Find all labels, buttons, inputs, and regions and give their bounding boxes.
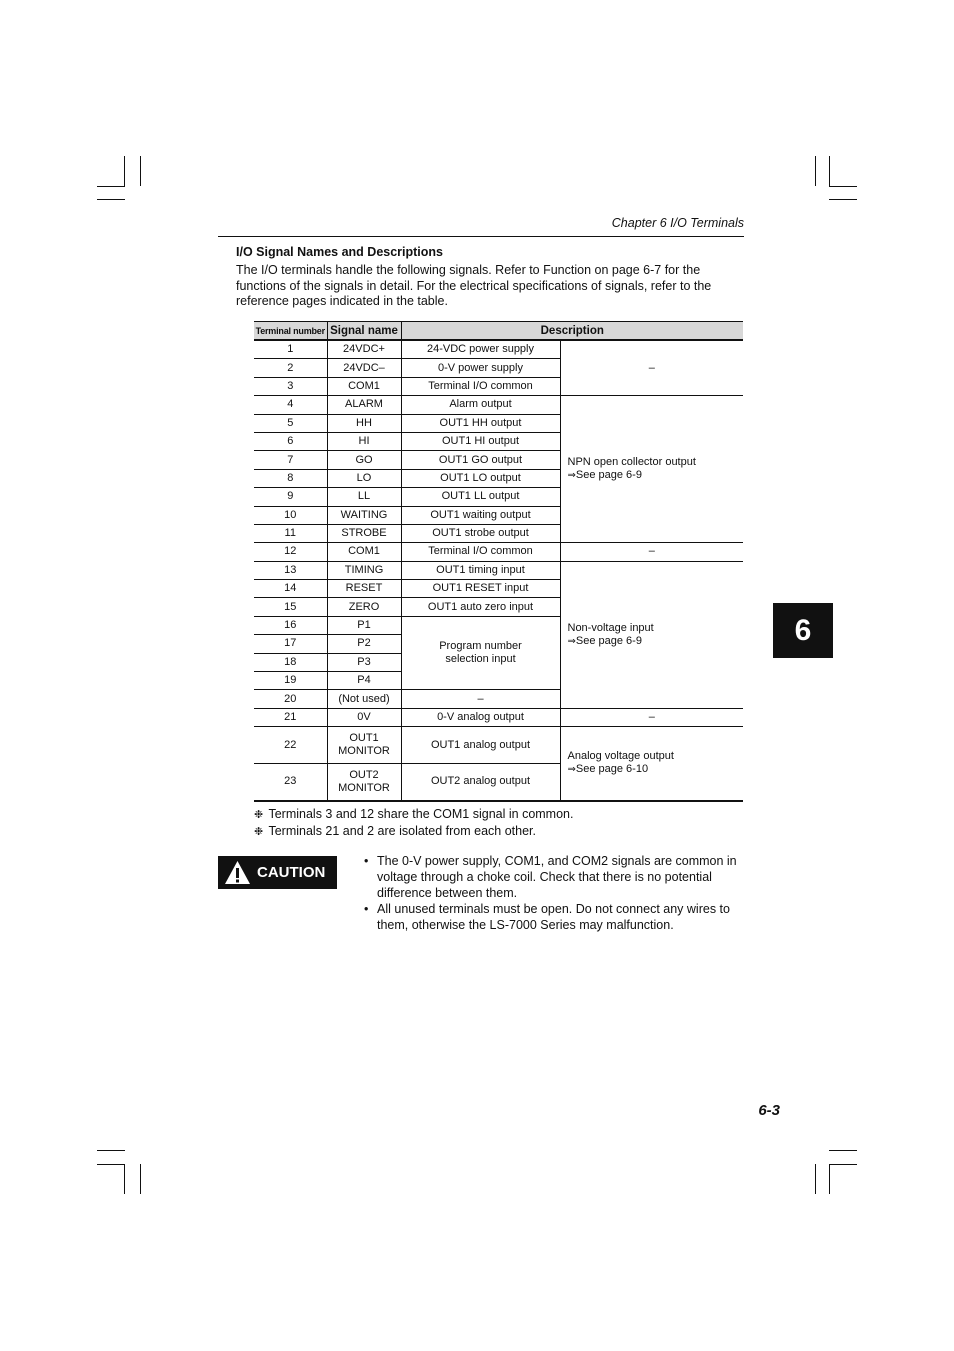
table-row bbox=[254, 708, 743, 726]
terminal-number: 12 bbox=[254, 543, 327, 561]
signal-description: OUT1 auto zero input bbox=[401, 598, 560, 616]
section-title: I/O Signal Names and Descriptions bbox=[236, 245, 444, 259]
signal-name: ZERO bbox=[327, 598, 401, 616]
crop-mark bbox=[829, 1164, 857, 1165]
signal-name: P1 bbox=[327, 616, 401, 634]
signal-name: P2 bbox=[327, 635, 401, 653]
table-notes bbox=[254, 806, 573, 840]
group-label: Non-voltage input bbox=[567, 621, 654, 634]
crop-mark bbox=[97, 1150, 125, 1151]
page-reference: ⇒See page 6-9 bbox=[567, 634, 642, 647]
signal-name: OUT1 MONITOR bbox=[327, 727, 401, 764]
terminal-number: 2 bbox=[254, 359, 327, 377]
crop-mark bbox=[829, 156, 830, 186]
signal-name: 24VDC+ bbox=[327, 340, 401, 359]
signal-description: 0-V analog output bbox=[401, 708, 560, 726]
intro-paragraph: The I/O terminals handle the following signals. Refer to Function on page 6-7 for the functions of the signals in detail. For the electrical specifications of signals, refer to the reference pages indicated in the table. bbox=[236, 263, 712, 308]
signal-name: COM1 bbox=[327, 377, 401, 395]
signal-name: HI bbox=[327, 432, 401, 450]
note-item: ❉ Terminals 3 and 12 share the COM1 signal in common. bbox=[254, 807, 574, 821]
signal-description: OUT1 strobe output bbox=[401, 524, 560, 542]
signal-name: P4 bbox=[327, 672, 401, 690]
caution-badge bbox=[218, 856, 337, 889]
chapter-tab: 6 bbox=[773, 603, 833, 658]
group-reference: – bbox=[560, 543, 743, 561]
signal-description: OUT1 GO output bbox=[401, 451, 560, 469]
crop-mark bbox=[829, 1164, 830, 1194]
terminal-number: 11 bbox=[254, 524, 327, 542]
signal-description: – bbox=[401, 690, 560, 708]
signal-description: OUT1 HH output bbox=[401, 414, 560, 432]
terminal-number: 9 bbox=[254, 488, 327, 506]
terminal-number: 3 bbox=[254, 377, 327, 395]
signal-name: (Not used) bbox=[327, 690, 401, 708]
terminal-number: 16 bbox=[254, 616, 327, 634]
terminal-number: 1 bbox=[254, 340, 327, 359]
group-label: NPN open collector output bbox=[567, 456, 696, 469]
signal-description: OUT1 LL output bbox=[401, 488, 560, 506]
group-analog-output bbox=[560, 727, 743, 801]
note-item: ❉ Terminals 21 and 2 are isolated from each other. bbox=[254, 824, 536, 838]
terminal-number: 8 bbox=[254, 469, 327, 487]
group-npn-output bbox=[560, 396, 743, 543]
table-row bbox=[254, 561, 743, 579]
caution-item: • The 0-V power supply, COM1, and COM2 signals are common in voltage through a choke coil. Check that there is no potential difference between them. bbox=[362, 853, 744, 901]
crop-mark bbox=[829, 199, 857, 200]
note-asterisk-icon: ❉ bbox=[254, 826, 264, 838]
group-non-voltage-input bbox=[560, 561, 743, 708]
signal-description: OUT1 HI output bbox=[401, 432, 560, 450]
group-reference: – bbox=[560, 340, 743, 396]
crop-mark bbox=[124, 156, 125, 186]
crop-mark bbox=[815, 1164, 816, 1194]
crop-mark bbox=[829, 1150, 857, 1151]
header-signal-name: Signal name bbox=[327, 322, 401, 341]
terminal-number: 4 bbox=[254, 396, 327, 414]
signal-name: STROBE bbox=[327, 524, 401, 542]
crop-mark bbox=[829, 186, 857, 187]
caution-label: CAUTION bbox=[257, 864, 326, 881]
terminal-number: 7 bbox=[254, 451, 327, 469]
signal-name: 0V bbox=[327, 708, 401, 726]
table-row bbox=[254, 727, 743, 764]
group-reference: – bbox=[560, 708, 743, 726]
table-row bbox=[254, 543, 743, 561]
terminal-number: 10 bbox=[254, 506, 327, 524]
page-reference: ⇒See page 6-9 bbox=[567, 469, 642, 482]
terminal-number: 19 bbox=[254, 672, 327, 690]
program-number-description: Program number selection input bbox=[401, 616, 560, 690]
table-header-row bbox=[254, 322, 743, 341]
page-number: 6-3 bbox=[758, 1102, 780, 1119]
arrow-right-icon: ⇒ bbox=[567, 635, 576, 647]
crop-mark bbox=[815, 156, 816, 186]
warning-icon bbox=[224, 860, 251, 885]
header-description: Description bbox=[401, 322, 743, 341]
terminal-number: 15 bbox=[254, 598, 327, 616]
chapter-header: Chapter 6 I/O Terminals bbox=[611, 216, 744, 230]
signal-name: TIMING bbox=[327, 561, 401, 579]
terminal-number: 17 bbox=[254, 635, 327, 653]
signal-name: P3 bbox=[327, 653, 401, 671]
signal-table bbox=[254, 321, 743, 802]
signal-description: Terminal I/O common bbox=[401, 543, 560, 561]
table-row bbox=[254, 396, 743, 414]
crop-mark bbox=[140, 156, 141, 186]
signal-description: OUT1 timing input bbox=[401, 561, 560, 579]
signal-description: OUT1 waiting output bbox=[401, 506, 560, 524]
terminal-number: 21 bbox=[254, 708, 327, 726]
header-rule bbox=[218, 236, 744, 237]
signal-description: OUT1 RESET input bbox=[401, 580, 560, 598]
table-row bbox=[254, 340, 743, 359]
arrow-right-icon: ⇒ bbox=[567, 764, 576, 776]
terminal-number: 20 bbox=[254, 690, 327, 708]
signal-description: Terminal I/O common bbox=[401, 377, 560, 395]
crop-mark bbox=[140, 1164, 141, 1194]
signal-description: OUT2 analog output bbox=[401, 764, 560, 801]
signal-name: HH bbox=[327, 414, 401, 432]
signal-name: RESET bbox=[327, 580, 401, 598]
header-terminal-number: Terminal number bbox=[254, 322, 327, 341]
terminal-number: 18 bbox=[254, 653, 327, 671]
signal-name: COM1 bbox=[327, 543, 401, 561]
terminal-number: 6 bbox=[254, 432, 327, 450]
crop-mark bbox=[97, 1164, 125, 1165]
note-asterisk-icon: ❉ bbox=[254, 809, 264, 821]
signal-name: GO bbox=[327, 451, 401, 469]
page-reference: ⇒See page 6-10 bbox=[567, 763, 649, 776]
group-label: Analog voltage output bbox=[567, 750, 674, 763]
terminal-number: 5 bbox=[254, 414, 327, 432]
signal-name: OUT2 MONITOR bbox=[327, 764, 401, 801]
terminal-number: 13 bbox=[254, 561, 327, 579]
terminal-number: 14 bbox=[254, 580, 327, 598]
signal-name: LL bbox=[327, 488, 401, 506]
signal-name: LO bbox=[327, 469, 401, 487]
caution-item: • All unused terminals must be open. Do not connect any wires to them, otherwise the LS-7000 Series may malfunction. bbox=[362, 901, 744, 933]
crop-mark bbox=[124, 1164, 125, 1194]
terminal-number: 23 bbox=[254, 764, 327, 801]
caution-list bbox=[362, 853, 744, 933]
signal-description: 0-V power supply bbox=[401, 359, 560, 377]
crop-mark bbox=[97, 199, 125, 200]
signal-description: OUT1 analog output bbox=[401, 727, 560, 764]
crop-mark bbox=[97, 186, 125, 187]
arrow-right-icon: ⇒ bbox=[567, 470, 576, 482]
signal-description: 24-VDC power supply bbox=[401, 340, 560, 359]
signal-description: Alarm output bbox=[401, 396, 560, 414]
signal-name: WAITING bbox=[327, 506, 401, 524]
signal-description: OUT1 LO output bbox=[401, 469, 560, 487]
terminal-number: 22 bbox=[254, 727, 327, 764]
signal-name: 24VDC– bbox=[327, 359, 401, 377]
signal-name: ALARM bbox=[327, 396, 401, 414]
